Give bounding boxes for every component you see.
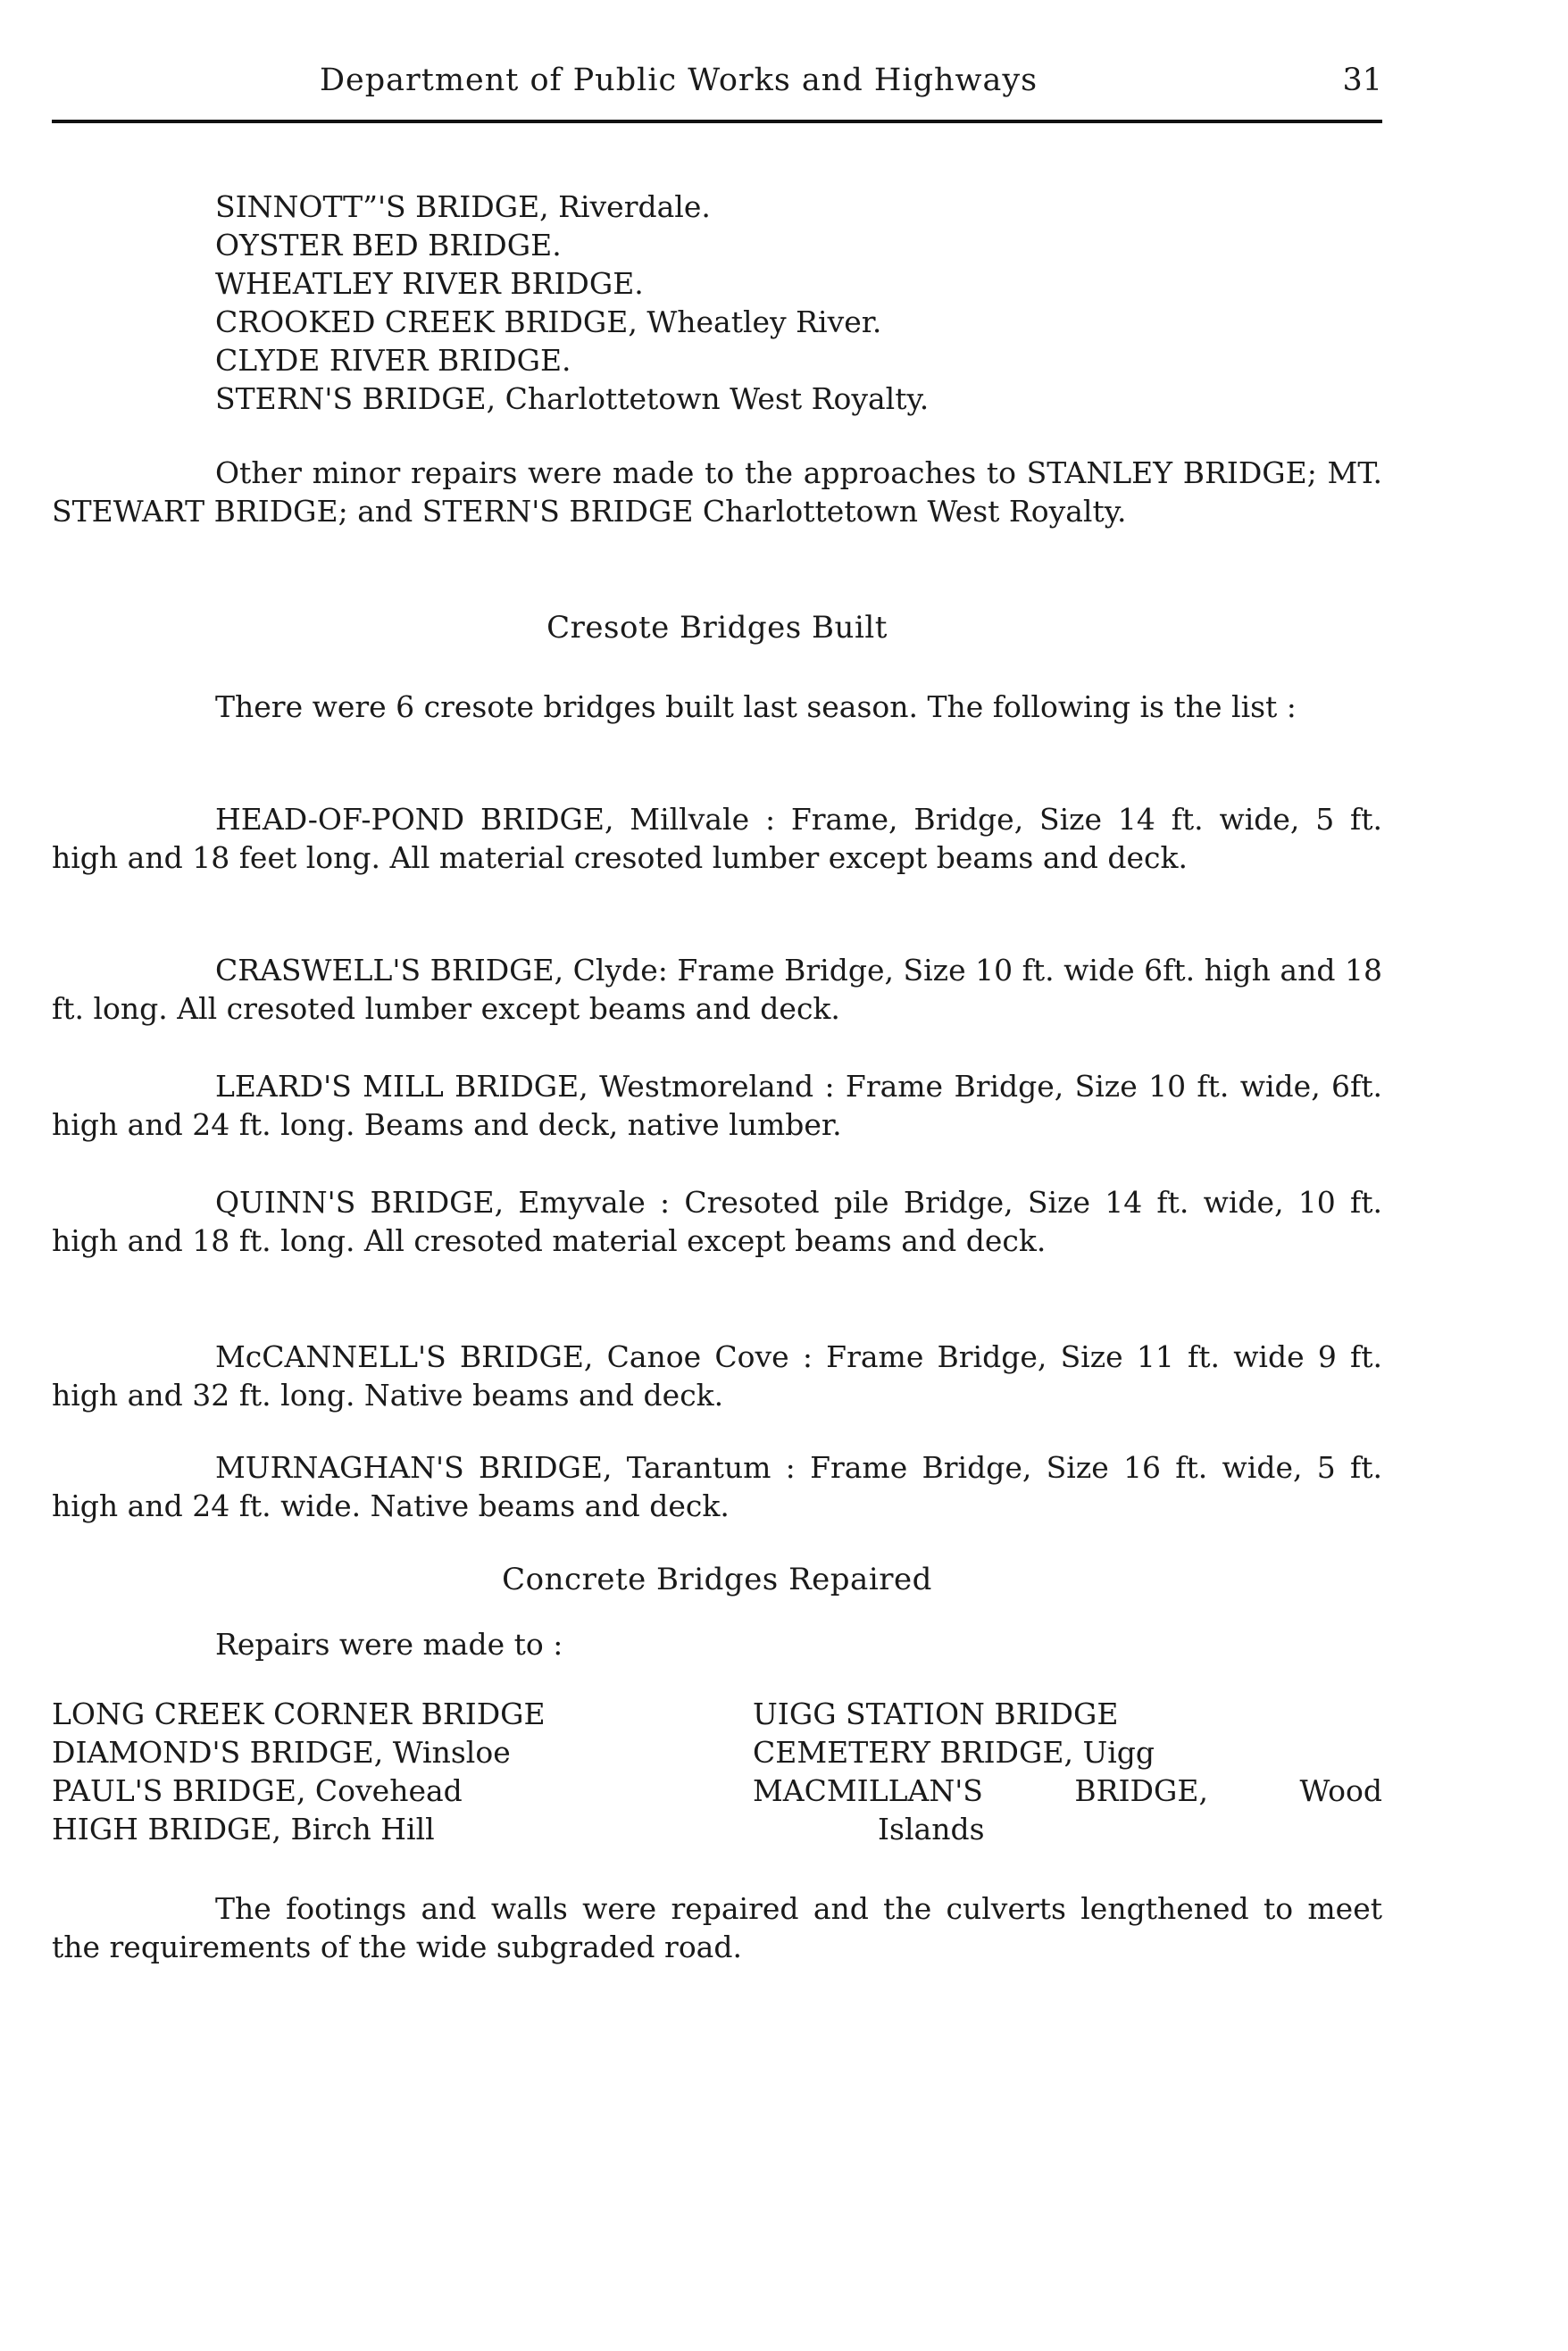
list-item-part: BRIDGE, [1074, 1773, 1208, 1808]
cresote-intro-paragraph: There were 6 cresote bridges built last season. The following is the list : [215, 689, 1297, 724]
running-header [52, 63, 1382, 118]
list-item: OYSTER BED BRIDGE. [215, 228, 562, 263]
list-item [717, 1772, 1382, 1810]
concrete-heading: Concrete Bridges Repaired [502, 1562, 932, 1597]
list-item: WHEATLEY RIVER BRIDGE. [215, 266, 644, 301]
list-item: CROOKED CREEK BRIDGE, Wheatley River. [215, 304, 882, 339]
cresote-bridge-entry: QUINN'S BRIDGE, Emyvale : Cresoted pile Bridge, Size 14 ft. wide, 10 ft. high and 18 ft. long. All cresoted material except beams and deck. [52, 1185, 1382, 1258]
page [52, 63, 1382, 1964]
list-item: HIGH BRIDGE, Birch Hill [52, 1812, 435, 1847]
list-item-part: Wood [1299, 1773, 1382, 1808]
list-item: CEMETERY BRIDGE, Uigg [753, 1735, 1155, 1770]
page-number: 31 [1342, 63, 1382, 98]
list-item: SINNOTT”'S BRIDGE, Riverdale. [215, 189, 711, 224]
cresote-bridge-entry: CRASWELL'S BRIDGE, Clyde: Frame Bridge, Size 10 ft. wide 6ft. high and 18 ft. long. All cresoted lumber except beams and deck. [52, 953, 1382, 1026]
list-item-part: MACMILLAN'S [753, 1773, 983, 1808]
minor-repairs-paragraph: Other minor repairs were made to the approaches to STANLEY BRIDGE; MT. STEWART BRIDGE; and STERN'S BRIDGE Charlottetown West Royalty. [52, 455, 1382, 529]
repaired-bridge-list [215, 188, 929, 418]
cresote-heading: Cresote Bridges Built [546, 610, 888, 646]
list-item: DIAMOND'S BRIDGE, Winsloe [52, 1735, 511, 1770]
list-item: LONG CREEK CORNER BRIDGE [52, 1697, 546, 1731]
header-title: Department of Public Works and Highways [320, 63, 1038, 98]
cresote-bridge-entry: HEAD-OF-POND BRIDGE, Millvale : Frame, Bridge, Size 14 ft. wide, 5 ft. high and 18 feet long. All material cresoted lumber except beams and deck. [52, 802, 1382, 875]
list-item: UIGG STATION BRIDGE [753, 1697, 1119, 1731]
list-item: CLYDE RIVER BRIDGE. [215, 343, 571, 378]
concrete-repair-columns [52, 1695, 1382, 1848]
concrete-intro-paragraph: Repairs were made to : [215, 1627, 563, 1662]
list-item: PAUL'S BRIDGE, Covehead [52, 1773, 463, 1808]
cresote-bridge-entry: LEARD'S MILL BRIDGE, Westmoreland : Frame Bridge, Size 10 ft. wide, 6ft. high and 24 ft. long. Beams and deck, native lumber. [52, 1069, 1382, 1142]
cresote-bridge-entry: McCANNELL'S BRIDGE, Canoe Cove : Frame Bridge, Size 11 ft. wide 9 ft. high and 32 ft. long. Native beams and deck. [52, 1339, 1382, 1413]
cresote-bridge-entry: MURNAGHAN'S BRIDGE, Tarantum : Frame Bridge, Size 16 ft. wide, 5 ft. high and 24 ft. wide. Native beams and deck. [52, 1450, 1382, 1523]
closing-paragraph: The footings and walls were repaired and the culverts lengthened to meet the requirements of the wide subgraded road. [52, 1891, 1382, 1964]
header-rule [52, 120, 1382, 123]
list-item: STERN'S BRIDGE, Charlottetown West Royalty. [215, 381, 930, 416]
list-item-continuation: Islands [878, 1812, 985, 1847]
